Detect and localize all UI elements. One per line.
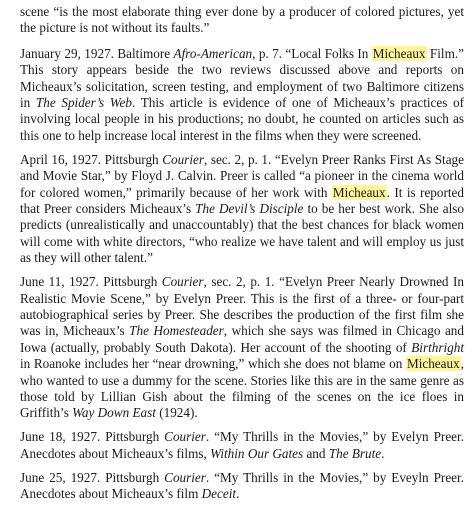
text-run: . “My Thrills in the Movies,” by Evelyn Preer. Anecdotes about Micheaux’s films, [20,429,464,461]
search-highlight: Micheaux [372,45,426,61]
italic-title: The Spider’s Web [35,95,132,111]
text-run: , which she says was filmed in Chicago and Iowa (actually, probably South Dakota). Her account of the shooting of [20,323,464,355]
italic-title: Courier [164,429,206,445]
text-run: scene “is the most elaborate thing ever done by a producer of colored pictures, yet the picture is not without its faults.” [20,4,464,36]
text-run: June 25, 1927. Pittsburgh [20,469,165,485]
text-run: , sec. 2, p. 1. “Evelyn Preer Nearly Drowned In Realistic Movie Scene,” by Evelyn Preer. This is the first of a three- or four-part autobiographical series by Preer. She describes the production of the first film she was in, Micheaux’s [20,274,465,339]
text-run: to be her best work. She also predicts (unrealistically and unaccountably) that the best chances for black women will come with white directors, “who realize we have talent and will employ us just as they will other talent.” [20,200,465,266]
text-run: . “My Thrills in the Movies,” by Eveyln Preer. Anecdotes about Micheaux’s film [20,469,464,501]
paragraph-6 [20,470,464,503]
search-highlight: Micheaux [406,356,460,372]
document-page [20,4,464,510]
text-run: . It is reported that Preer considers Micheaux’s [20,184,464,216]
text-run: . [236,485,240,501]
text-run: Film.” This story appears beside the two reviews discussed above and reports on Micheaux’s solicitation, screen testing, and employment of two Baltimore citizens in [20,45,465,111]
italic-title: The Devil’s Disciple [195,200,304,216]
italic-title: Courier [161,274,204,290]
paragraph-4 [20,274,464,422]
text-run: June 11, 1927. Pittsburgh [20,274,162,290]
italic-title: Courier [164,469,206,485]
italic-title: Within Our Gates [210,445,304,461]
paragraph-5 [20,429,464,462]
text-run: . [381,445,385,461]
text-run: , who wanted to use a dummy for the scene. Stories like this are in the same genre as those told by Lillian Gish about the filming of the scenes on the ice floes in Griffith’s [20,356,464,421]
text-run: June 18, 1927. Pittsburgh [20,429,165,445]
paragraph-2 [20,46,464,144]
italic-title: Deceit [201,485,237,501]
search-highlight: Micheaux [332,184,386,200]
italic-title: Courier [162,151,204,167]
text-run: . This article is evidence of one of Micheaux’s practices of involving local people in his productions; no doubt, he counted on articles such as this one to help increase local interest in the films when they were screened. [20,95,465,143]
italic-title: Afro-American [173,45,253,61]
italic-title: Birthright [411,339,464,355]
text-run: April 16, 1927. Pittsburgh [20,151,163,167]
italic-title: The Homesteader [129,323,224,339]
italic-title: The Brute [328,445,382,461]
text-run: (1924). [155,405,198,421]
paragraph-1 [20,4,464,37]
text-run: January 29, 1927. Baltimore [20,45,174,61]
text-run: in Roanoke includes her “near drowning,” which she does not blame on [20,356,406,372]
text-run: and [303,445,329,461]
text-run: , p. 7. “Local Folks In [252,45,372,61]
text-run: , sec. 2, p. 1. “Evelyn Preer Ranks First As Stage and Movie Star,” by Floyd J. Calvin. Preer is called “a pioneer in the cinema world for colored women,” primarily because of her work with [20,151,465,200]
italic-title: Way Down East [72,405,156,421]
paragraph-3 [20,152,464,267]
